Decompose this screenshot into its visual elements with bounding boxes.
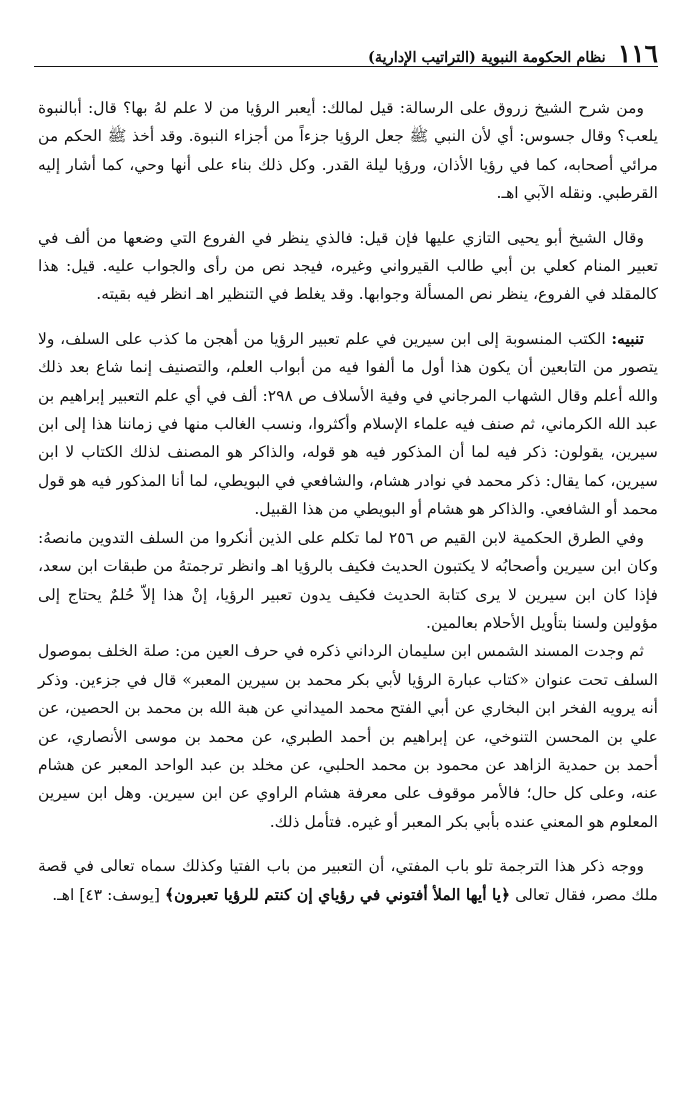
running-title: نظام الحكومة النبوية (التراتيب الإدارية) [368,49,606,66]
fatwa-text: ووجه ذكر هذا الترجمة تلو باب المفتي، أن التعبير من باب الفتيا وكذلك سماه تعالى في قصة ملك مصر، فقال تعالى [38,857,658,904]
paragraph-radani: ثم وجدت المسند الشمس ابن سليمان الرداني ذكره في حرف العين من: صلة الخلف بموصول السلف تحت عنوان «كتاب عبارة الرؤيا لأبي بكر محمد بن سيرين المعبر» قال في جزءين. وذكر أنه يرويه الفخر ابن البخاري عن أبي الفتح محمد الميداني عن هبة الله بن محمد بن الحصين، عن علي بن المحسن التنوخي، عن إبراهيم بن أحمد الطبري، عن محمد بن موسى الأنصاري، عن أحمد بن حمدية الزاهد عن محمود بن محمد الحلبي، عن مخلد بن عبد الواحد المعبر عن هشام عنه، وعلى كل حال؛ فالأمر موقوف على معرفة هشام الراوي عن ابن سيرين. وهل ابن سيرين المعلوم هو المعني عنده بأبي بكر المعبر أو غيره. فتأمل ذلك. [38,642,658,831]
paragraph-fatwa [38,852,658,909]
tanbih-label: تنبيه: [611,328,644,348]
page-header [34,36,658,66]
paragraph-zarruq: ومن شرح الشيخ زروق على الرسالة: قيل لمالك: أيعبر الرؤيا من لا علم لهُ بها؟ قال: أبالنبوة يلعب؟ وقال جسوس: أي لأن النبي ﷺ جعل الرؤيا جزءاً من أجزاء النبوة. وقد أخذ ﷺ الحكم من مرائي أصحابه، كما في رؤيا الأذان، ورؤيا ليلة القدر. وكل ذلك بناء على أنها وحي، كما أشار إليه القرطبي. ونقله الآبي اهـ. [38,99,658,203]
paragraph-spacer [38,309,658,325]
paragraph-ibn-qayyim: وفي الطرق الحكمية لابن القيم ص ٢٥٦ لما تكلم على الذين أنكروا من السلف التدوين مانصهُ: وكان ابن سيرين وأصحابُه لا يكتبون الحديث فكيف بالرؤيا اهـ وانظر ترجمتهُ من طبقات ابن سعد، فإذا كان ابن سيرين لا يرى كتابة الحديث فكيف يدون تعبير الرؤيا، إنْ هذا إلاّ حُلمٌ يحتاج إلى مؤولين ولسنا بتأويل الأحلام بعالمين. [38,528,658,632]
header-rule [34,66,658,67]
paragraph-spacer [38,208,658,224]
body-text [38,94,658,909]
verse-reference: [يوسف: ٤٣] اهـ. [52,885,165,904]
paragraph-spacer [38,836,658,852]
paragraph-tazi: وقال الشيخ أبو يحيى التازي عليها فإن قيل: فالذي ينظر في الفروع التي وضعها من ألف في تعبير المنام كعلي بن أبي طالب القيرواني وغيره، فيجد نص من رأى والجواب عليه. قيل: هذا كالمقلد في الفروع، ينظر نص المسألة وجوابها. وقد يغلط في التنظير اهـ انظر فيه بقيته. [38,228,658,304]
tanbih-text: الكتب المنسوبة إلى ابن سيرين في علم تعبير الرؤيا من أهجن ما كذب على السلف، ولا يتصور من التابعين أن يكون هذا أول ما ألفوا فيه من أبواب العلم، والتصنيف إنما شاع بعد ذلك والله أعلم وقال الشهاب المرجاني في وفية الأسلاف ص ٢٩٨: ألف في أي علم التعبير إبراهيم بن عبد الله الكرماني، ثم صنف فيه علماء الإسلام وأكثروا، ونسب الغالب منها في زماننا هذا إلى ابن سيرين، يقولون: ذكر فيه لما أن المذكور فيه هو قوله، والذاكر هو المصنف لذلك الكتاب لا ابن سيرين، كما يقال: ذكر محمد في نوادر هشام، والشافعي في البويطي، لما أنا المذكور فيه هو قول محمد أو الشافعي. والذاكر هو هشام أو البويطي من هذا القبيل. [38,329,659,519]
page-number: ١١٦ [617,39,658,68]
paragraph-tanbih [38,325,658,524]
quran-verse: ﴿يا أيها الملأ أفتوني في رؤياي إن كنتم للرؤيا تعبرون﴾ [164,884,511,904]
